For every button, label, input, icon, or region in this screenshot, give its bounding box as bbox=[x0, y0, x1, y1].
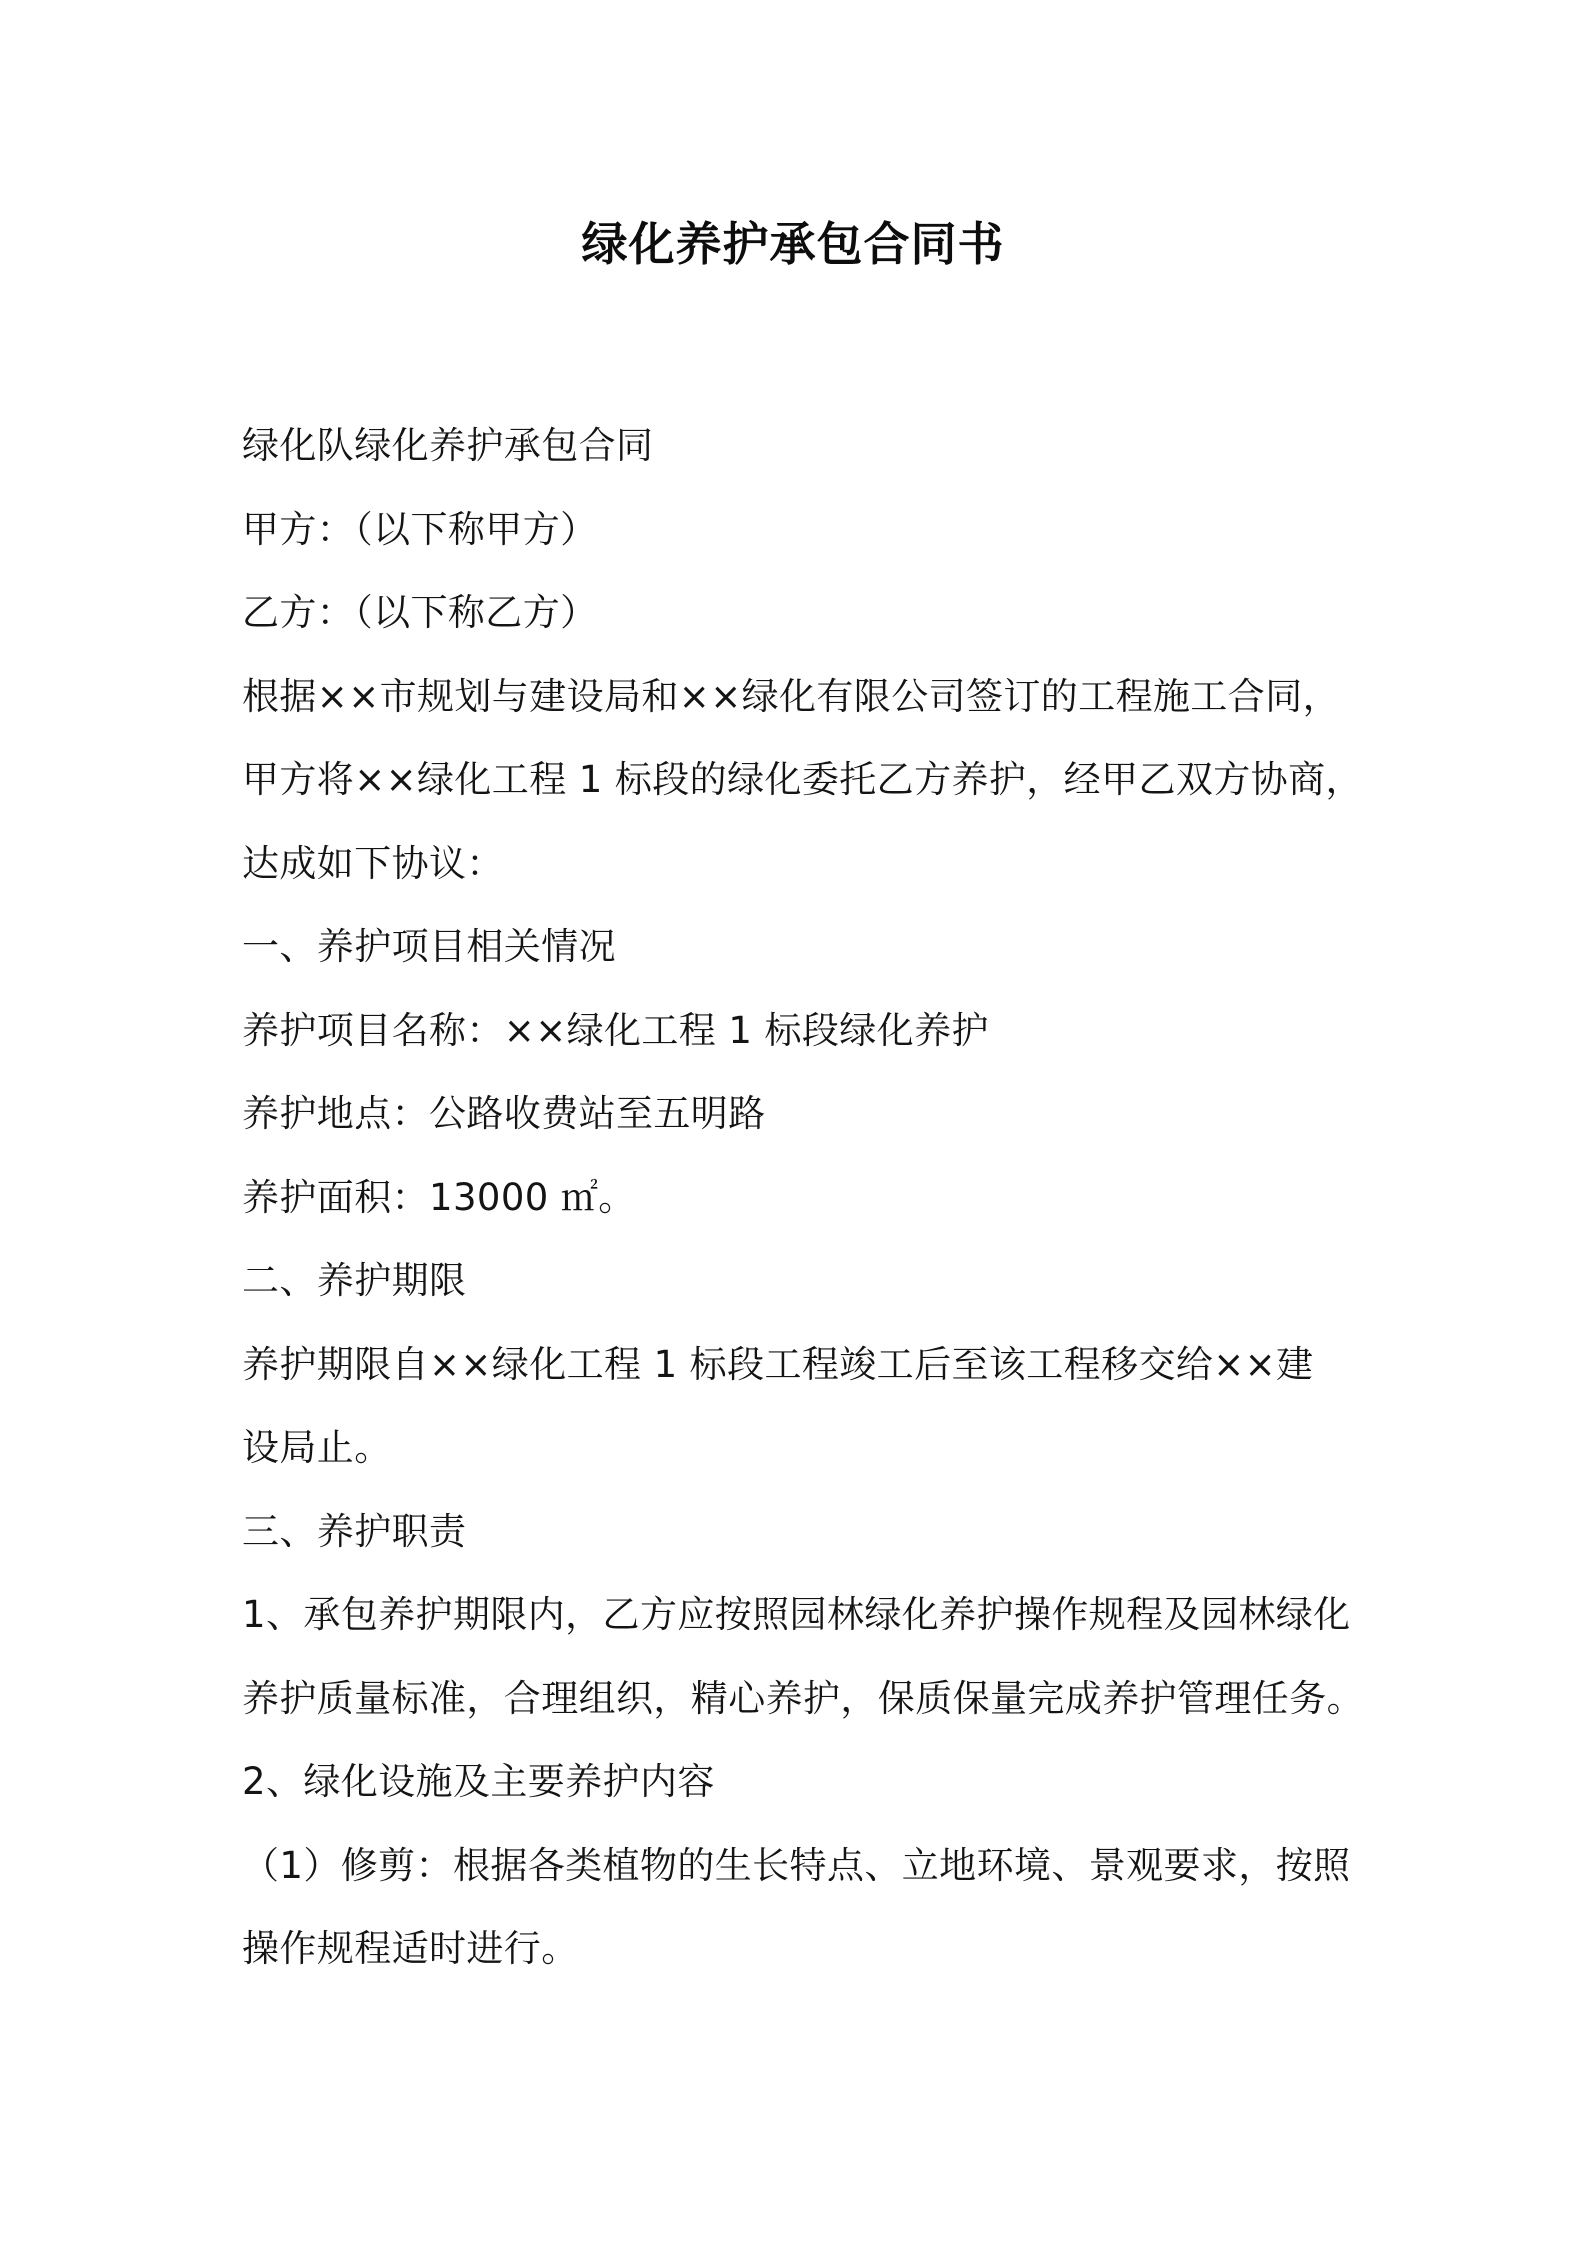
paragraph-line: 甲方：（以下称甲方） bbox=[242, 507, 598, 551]
section-heading: 二、养护期限 bbox=[242, 1259, 467, 1302]
paragraph-line: 养护期限自××绿化工程 1 标段工程竣工后至该工程移交给××建 bbox=[242, 1342, 1314, 1386]
paragraph-line: 操作规程适时进行。 bbox=[242, 1927, 579, 1970]
paragraph-line: 养护面积：13000 ㎡。 bbox=[242, 1175, 636, 1219]
paragraph-line: 1、承包养护期限内，乙方应按照园林绿化养护操作规程及园林绿化 bbox=[242, 1593, 1351, 1636]
paragraph-line: 达成如下协议： bbox=[242, 841, 504, 885]
document-body bbox=[242, 404, 1362, 1991]
paragraph-line: 甲方将××绿化工程 1 标段的绿化委托乙方养护，经甲乙双方协商， bbox=[242, 758, 1363, 801]
paragraph-line: 绿化队绿化养护承包合同 bbox=[242, 424, 654, 467]
document-title: 绿化养护承包合同书 bbox=[581, 217, 1005, 271]
paragraph-line: （1）修剪：根据各类植物的生长特点、立地环境、景观要求，按照 bbox=[242, 1843, 1351, 1887]
paragraph-line: 设局止。 bbox=[242, 1426, 392, 1469]
paragraph-line: 养护地点：公路收费站至五明路 bbox=[242, 1092, 766, 1135]
paragraph-line: 养护项目名称：××绿化工程 1 标段绿化养护 bbox=[242, 1008, 989, 1052]
paragraph-line: 乙方：（以下称乙方） bbox=[242, 591, 598, 634]
paragraph-line: 根据××市规划与建设局和××绿化有限公司签订的工程施工合同， bbox=[242, 674, 1341, 718]
section-heading: 三、养护职责 bbox=[242, 1509, 467, 1553]
paragraph-line: 养护质量标准，合理组织，精心养护，保质保量完成养护管理任务。 bbox=[242, 1676, 1364, 1720]
paragraph-line: 2、绿化设施及主要养护内容 bbox=[242, 1760, 715, 1803]
section-heading: 一、养护项目相关情况 bbox=[242, 925, 616, 968]
